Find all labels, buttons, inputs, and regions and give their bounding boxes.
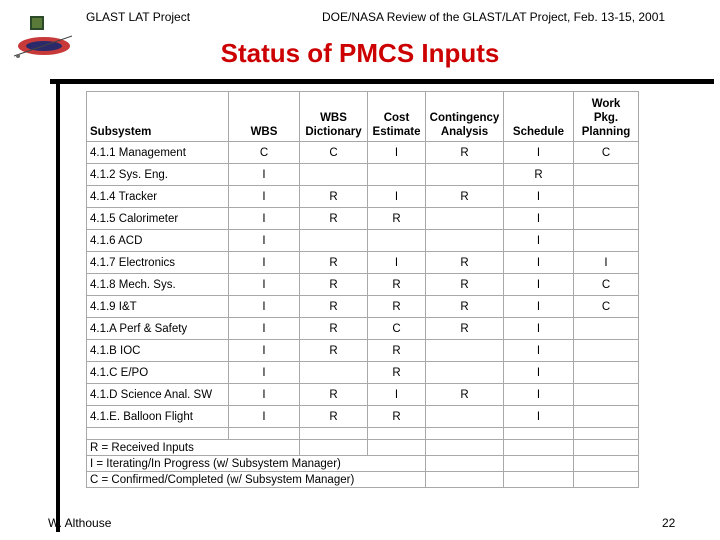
wbs-dictionary-cell: R	[300, 318, 368, 340]
wbs-dictionary-cell: R	[300, 340, 368, 362]
contingency-cell: R	[426, 252, 504, 274]
header-cost-estimate-line-2: Estimate	[372, 126, 421, 138]
table-row	[87, 340, 639, 362]
table-row	[87, 230, 639, 252]
contingency-cell: R	[426, 142, 504, 164]
schedule-cell: I	[504, 362, 574, 384]
wbs-cell: I	[229, 340, 300, 362]
legend-empty-cell	[504, 472, 574, 488]
wbs-dictionary-cell: R	[300, 296, 368, 318]
table-row	[87, 274, 639, 296]
legend-empty-cell	[504, 456, 574, 472]
table-row	[87, 406, 639, 428]
subsystem-cell: 4.1.D Science Anal. SW	[87, 384, 229, 406]
wbs-cell: I	[229, 406, 300, 428]
legend-row	[87, 456, 639, 472]
wbs-cell: I	[229, 318, 300, 340]
schedule-cell: I	[504, 340, 574, 362]
header-wbs-dictionary	[300, 92, 368, 142]
contingency-cell	[426, 362, 504, 384]
table-row	[87, 252, 639, 274]
cost-estimate-cell: R	[368, 406, 426, 428]
spacer-cell	[574, 428, 639, 440]
wbs-dictionary-cell	[300, 362, 368, 384]
wbs-cell: I	[229, 296, 300, 318]
cost-estimate-cell: R	[368, 340, 426, 362]
contingency-cell	[426, 164, 504, 186]
legend-empty-cell	[368, 440, 426, 456]
table-header-row	[87, 92, 639, 142]
wbs-cell: I	[229, 208, 300, 230]
subsystem-cell: 4.1.4 Tracker	[87, 186, 229, 208]
page-title: Status of PMCS Inputs	[220, 38, 500, 68]
spacer-cell	[504, 428, 574, 440]
header-subsystem: Subsystem	[87, 92, 229, 142]
status-table	[86, 91, 639, 488]
table-row	[87, 318, 639, 340]
cost-estimate-cell	[368, 230, 426, 252]
work-pkg-cell	[574, 340, 639, 362]
header-cost-estimate-line-1: Cost	[383, 112, 410, 124]
wbs-cell: I	[229, 362, 300, 384]
wbs-dictionary-cell	[300, 164, 368, 186]
contingency-cell	[426, 340, 504, 362]
work-pkg-cell: I	[574, 252, 639, 274]
table-row	[87, 164, 639, 186]
contingency-cell	[426, 230, 504, 252]
cost-estimate-cell: R	[368, 362, 426, 384]
legend-empty-cell	[300, 440, 368, 456]
wbs-cell: I	[229, 274, 300, 296]
wbs-cell: I	[229, 230, 300, 252]
work-pkg-cell	[574, 406, 639, 428]
wbs-dictionary-cell	[300, 230, 368, 252]
schedule-cell: I	[504, 142, 574, 164]
subsystem-cell: 4.1.E. Balloon Flight	[87, 406, 229, 428]
header-work-pkg-planning	[574, 92, 639, 142]
header-work-pkg-line-3: Planning	[581, 126, 631, 138]
table-row	[87, 384, 639, 406]
work-pkg-cell	[574, 208, 639, 230]
work-pkg-cell: C	[574, 274, 639, 296]
contingency-cell: R	[426, 296, 504, 318]
cost-estimate-cell: R	[368, 296, 426, 318]
legend-iterating: I = Iterating/In Progress (w/ Subsystem Manager)	[87, 456, 426, 472]
wbs-cell: C	[229, 142, 300, 164]
header-work-pkg-line-1: Work	[591, 98, 621, 110]
subsystem-cell: 4.1.9 I&T	[87, 296, 229, 318]
wbs-dictionary-cell: R	[300, 274, 368, 296]
contingency-cell: R	[426, 384, 504, 406]
review-title: DOE/NASA Review of the GLAST/LAT Project, Feb. 13-15, 2001	[322, 10, 666, 24]
page-number: 22	[662, 516, 676, 530]
legend-empty-cell	[574, 472, 639, 488]
header-cost-estimate	[368, 92, 426, 142]
spacer-cell	[87, 428, 229, 440]
title-rule	[50, 79, 714, 84]
cost-estimate-cell: I	[368, 186, 426, 208]
spacer-cell	[229, 428, 300, 440]
schedule-cell: I	[504, 274, 574, 296]
work-pkg-cell: C	[574, 142, 639, 164]
schedule-cell: I	[504, 208, 574, 230]
legend-empty-cell	[574, 440, 639, 456]
subsystem-cell: 4.1.7 Electronics	[87, 252, 229, 274]
subsystem-cell: 4.1.B IOC	[87, 340, 229, 362]
cost-estimate-cell: I	[368, 252, 426, 274]
legend-confirmed: C = Confirmed/Completed (w/ Subsystem Manager)	[87, 472, 426, 488]
work-pkg-cell	[574, 230, 639, 252]
legend-row	[87, 440, 639, 456]
spacer-cell	[426, 428, 504, 440]
wbs-cell: I	[229, 384, 300, 406]
work-pkg-cell	[574, 164, 639, 186]
contingency-cell	[426, 406, 504, 428]
legend-empty-cell	[426, 440, 504, 456]
cost-estimate-cell: I	[368, 142, 426, 164]
contingency-cell	[426, 208, 504, 230]
subsystem-cell: 4.1.6 ACD	[87, 230, 229, 252]
work-pkg-cell	[574, 362, 639, 384]
wbs-dictionary-cell: R	[300, 406, 368, 428]
legend-empty-cell	[426, 472, 504, 488]
schedule-cell: I	[504, 296, 574, 318]
table-row	[87, 142, 639, 164]
legend-row	[87, 472, 639, 488]
header-schedule: Schedule	[504, 92, 574, 142]
cost-estimate-cell: I	[368, 384, 426, 406]
wbs-dictionary-cell: C	[300, 142, 368, 164]
spacer-cell	[368, 428, 426, 440]
schedule-cell: I	[504, 318, 574, 340]
legend-empty-cell	[504, 440, 574, 456]
schedule-cell: R	[504, 164, 574, 186]
header-contingency-line-2: Analysis	[440, 126, 489, 138]
table-spacer-row	[87, 428, 639, 440]
legend-empty-cell	[426, 456, 504, 472]
work-pkg-cell	[574, 318, 639, 340]
subsystem-cell: 4.1.2 Sys. Eng.	[87, 164, 229, 186]
header-wbs: WBS	[229, 92, 300, 142]
cost-estimate-cell: R	[368, 274, 426, 296]
cost-estimate-cell	[368, 164, 426, 186]
wbs-dictionary-cell: R	[300, 186, 368, 208]
header-contingency-analysis	[426, 92, 504, 142]
schedule-cell: I	[504, 406, 574, 428]
table-body	[87, 142, 639, 428]
subsystem-cell: 4.1.8 Mech. Sys.	[87, 274, 229, 296]
wbs-cell: I	[229, 164, 300, 186]
subsystem-cell: 4.1.5 Calorimeter	[87, 208, 229, 230]
header-contingency-line-1: Contingency	[429, 112, 500, 124]
wbs-dictionary-cell: R	[300, 252, 368, 274]
table-row	[87, 208, 639, 230]
spacer-cell	[300, 428, 368, 440]
work-pkg-cell	[574, 384, 639, 406]
header-wbs-dictionary-line-1: WBS	[320, 112, 347, 124]
schedule-cell: I	[504, 252, 574, 274]
legend-received: R = Received Inputs	[87, 440, 300, 456]
subsystem-cell: 4.1.C E/PO	[87, 362, 229, 384]
contingency-cell: R	[426, 186, 504, 208]
header-work-pkg-line-2: Pkg.	[593, 112, 619, 124]
wbs-dictionary-cell: R	[300, 384, 368, 406]
project-name: GLAST LAT Project	[86, 10, 191, 24]
cost-estimate-cell: R	[368, 208, 426, 230]
footer-author: W. Althouse	[48, 516, 112, 530]
schedule-cell: I	[504, 384, 574, 406]
wbs-cell: I	[229, 252, 300, 274]
wbs-cell: I	[229, 186, 300, 208]
wbs-dictionary-cell: R	[300, 208, 368, 230]
cost-estimate-cell: C	[368, 318, 426, 340]
subsystem-cell: 4.1.A Perf & Safety	[87, 318, 229, 340]
table-row	[87, 186, 639, 208]
table-row	[87, 296, 639, 318]
work-pkg-cell: C	[574, 296, 639, 318]
contingency-cell: R	[426, 318, 504, 340]
table-row	[87, 362, 639, 384]
schedule-cell: I	[504, 230, 574, 252]
header-wbs-dictionary-line-2: Dictionary	[305, 126, 362, 138]
work-pkg-cell	[574, 186, 639, 208]
schedule-cell: I	[504, 186, 574, 208]
left-rule	[56, 84, 60, 532]
subsystem-cell: 4.1.1 Management	[87, 142, 229, 164]
legend-empty-cell	[574, 456, 639, 472]
contingency-cell: R	[426, 274, 504, 296]
